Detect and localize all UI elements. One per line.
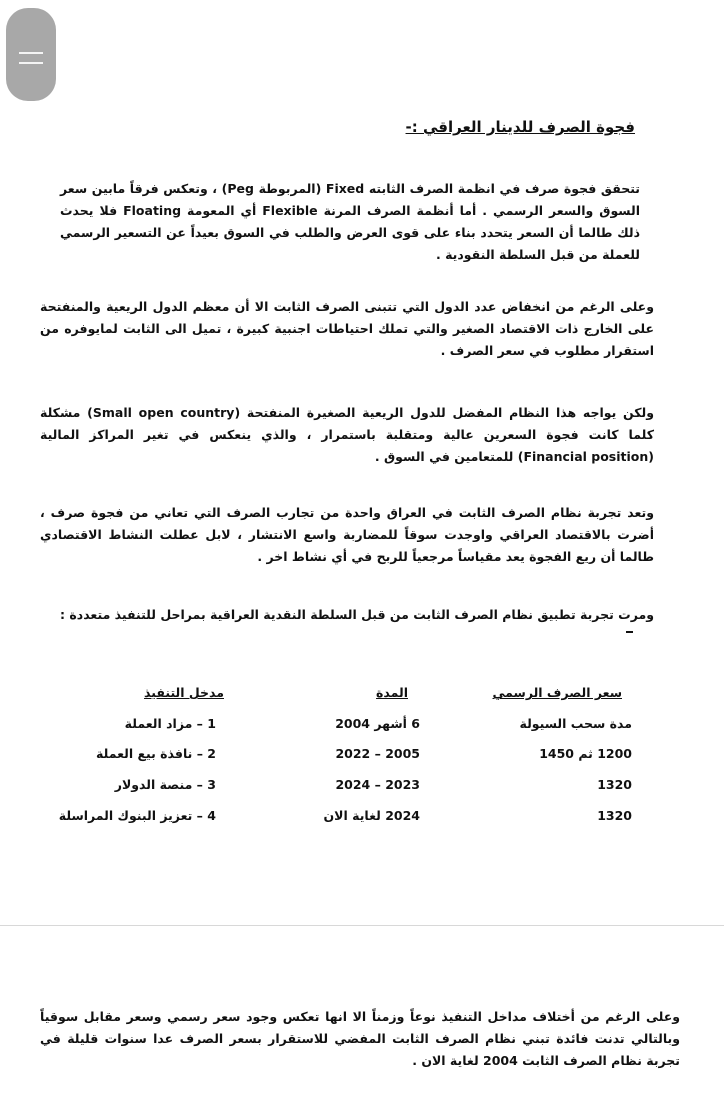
cell-entry: 3 – منصة الدولار bbox=[114, 777, 216, 792]
cell-period: 2023 – 2024 bbox=[335, 777, 420, 792]
document-title: فجوة الصرف للدينار العراقي :- bbox=[405, 118, 635, 136]
paragraph-2: وعلى الرغم من انخفاض عدد الدول التي تتبنى الصرف الثابت الا أن معظم الدول الريعية والمنفتحة على الخارج ذات الاقتصاد الصغير والتي تملك احتياطات اجنبية كبيرة ، تميل الى الثابت لمايوفره من استقرار مطلوب في سعر الصرف . bbox=[40, 299, 654, 358]
hamburger-menu-button[interactable] bbox=[6, 8, 56, 101]
paragraph-5: ومرت تجربة تطبيق نظام الصرف الثابت من قبل السلطة النقدية العراقية بمراحل للتنفيذ متعددة : bbox=[60, 607, 654, 622]
header-official-rate: سعر الصرف الرسمي bbox=[492, 685, 622, 700]
table-row bbox=[0, 746, 724, 770]
cell-rate: 1200 ثم 1450 bbox=[539, 746, 632, 761]
closing-paragraph: وعلى الرغم من أختلاف مداخل التنفيذ نوعاً وزمناً الا انها تعكس وجود سعر رسمي وسعر مقابل سوقياً وبالتالي تدنت فائدة تبني نظام الصرف الثابت المفضي للاستقرار بسعر الصرف عدا سنوات قليلة في تجربة نظام الصرف الثابت 2004 لغاية الان . bbox=[40, 1009, 680, 1068]
table-row bbox=[0, 777, 724, 801]
paragraph-4: وتعد تجربة نظام الصرف الثابت في العراق واحدة من تجارب الصرف التي تعاني من فجوة صرف ، أضرت بالاقتصاد العراقي واوجدت سوقاً للمضاربة واسع الانتشار ، لابل عطلت النشاط الاقتصادي طالما أن ريع الفجوة يعد مقياساً مرجعياً للربح في أي نشاط اخر . bbox=[40, 505, 654, 564]
cell-period: 2024 لغاية الان bbox=[323, 808, 420, 823]
cell-period: 6 أشهر 2004 bbox=[335, 716, 420, 731]
menu-icon-line-bottom bbox=[19, 62, 43, 64]
cell-entry: 4 – تعزيز البنوك المراسلة bbox=[58, 808, 216, 823]
header-entry: مدخل التنفيذ bbox=[144, 685, 224, 700]
cell-entry: 2 – نافذة بيع العملة bbox=[96, 746, 216, 761]
cell-period: 2005 – 2022 bbox=[335, 746, 420, 761]
table-row bbox=[0, 808, 724, 832]
cell-rate: 1320 bbox=[597, 808, 632, 823]
paragraph-1: تتحقق فجوة صرف في انظمة الصرف الثابته Fixed (المربوطة Peg) ، وتعكس فرقاً مابين سعر السوق والسعر الرسمي . أما أنظمة الصرف المرنة Flexible أي المعومة Floating فلا يحدث ذلك طالما أن السعر يتحدد بناء على قوى العرض والطلب في السوق بعيداً عن التسعير الرسمي للعملة من قبل السلطة النقودية . bbox=[60, 181, 640, 262]
cell-rate: مدة سحب السيولة bbox=[519, 716, 632, 731]
dash-mark bbox=[626, 631, 633, 633]
cell-rate: 1320 bbox=[597, 777, 632, 792]
cell-entry: 1 – مزاد العملة bbox=[124, 716, 216, 731]
header-period: المدة bbox=[376, 685, 408, 700]
paragraph-3: ولكن يواجه هذا النظام المفضل للدول الريعية الصغيرة المنفتحة (Small open country) مشكلة كلما كانت فجوة السعرين عالية ومتقلبة باستمرار ، والذي ينعكس في تغير المراكز المالية (Financial position) للمتعامين في السوق . bbox=[40, 405, 655, 464]
menu-icon-line-top bbox=[19, 52, 43, 54]
table-row bbox=[0, 716, 724, 740]
page-divider bbox=[0, 925, 724, 926]
